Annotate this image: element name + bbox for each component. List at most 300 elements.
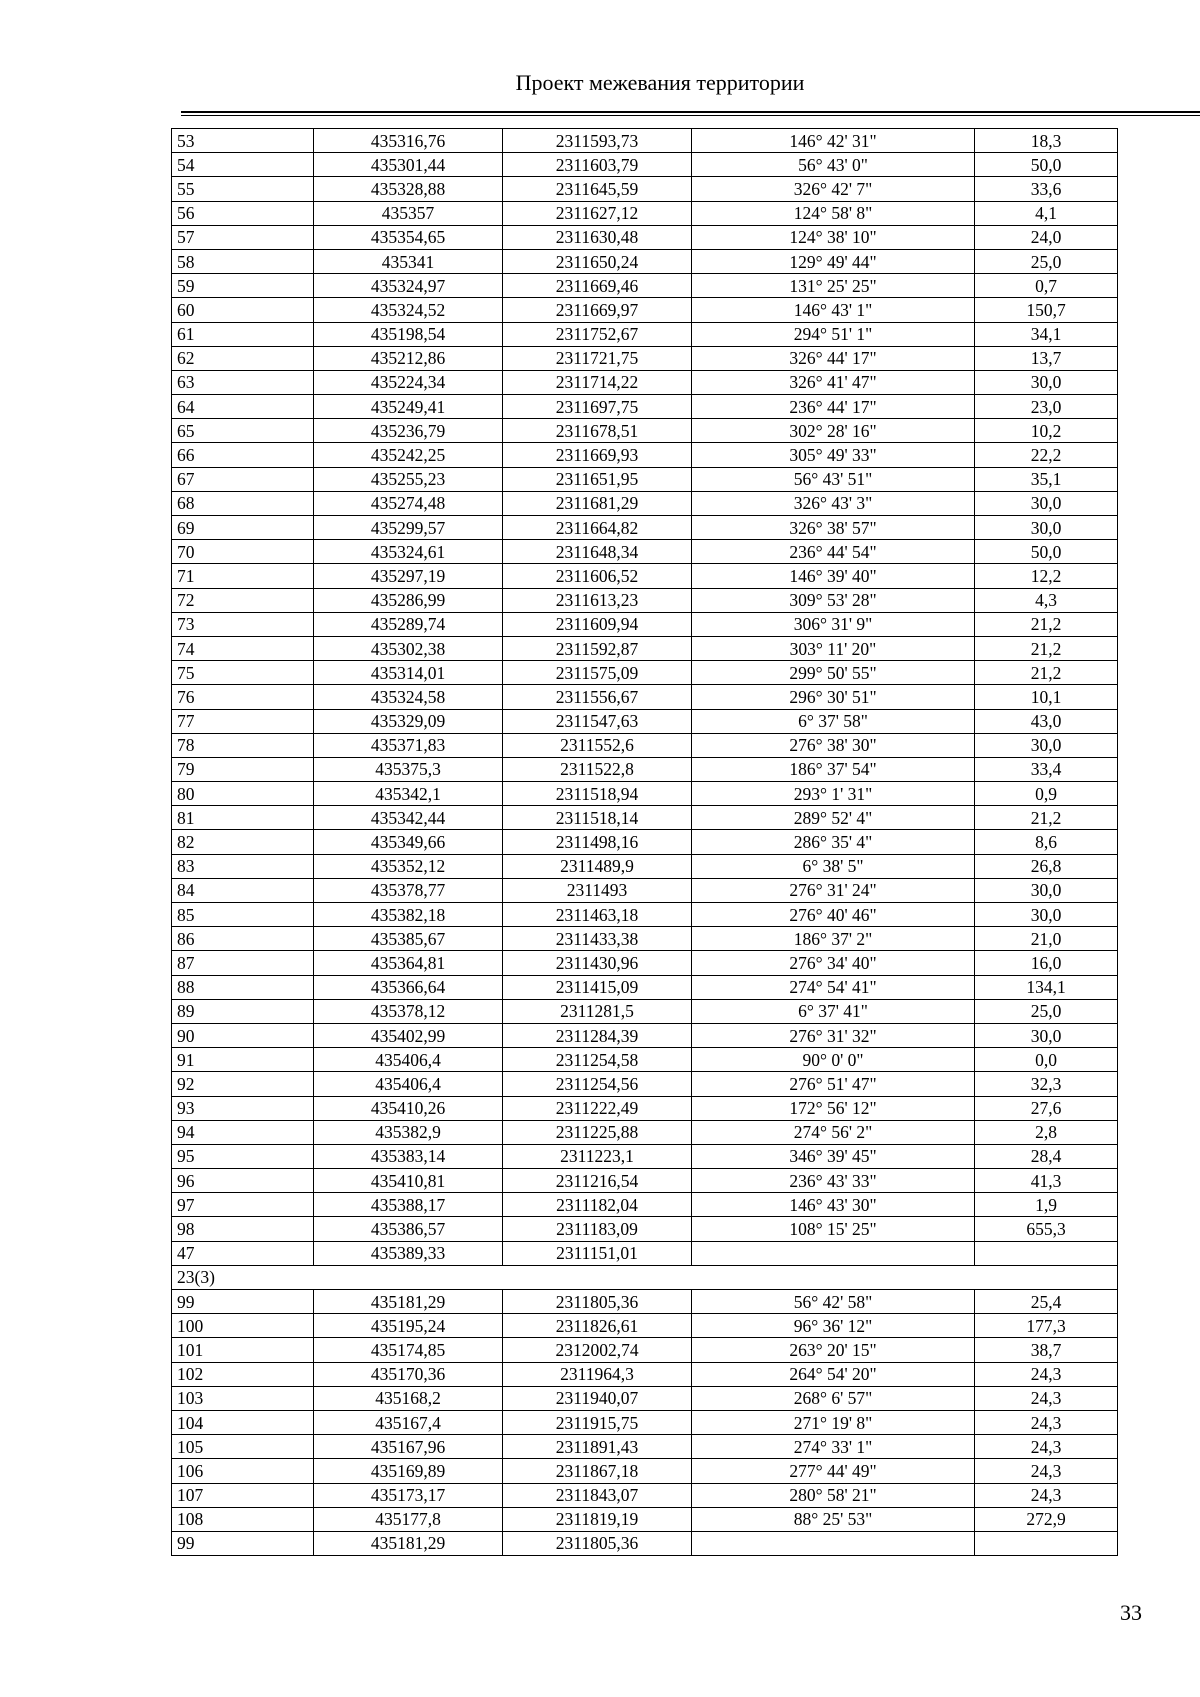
- length-cell: 13,7: [975, 346, 1118, 370]
- length-cell: 4,1: [975, 201, 1118, 225]
- x-coordinate-cell: 435302,38: [314, 636, 503, 660]
- length-cell: 50,0: [975, 540, 1118, 564]
- y-coordinate-cell: 2311254,56: [503, 1072, 692, 1096]
- length-cell: 16,0: [975, 951, 1118, 975]
- point-number-cell: 107: [172, 1483, 314, 1507]
- point-number-cell: 102: [172, 1362, 314, 1386]
- direction-angle-cell: 299° 50' 55": [692, 661, 975, 685]
- x-coordinate-cell: 435364,81: [314, 951, 503, 975]
- x-coordinate-cell: 435354,65: [314, 225, 503, 249]
- length-cell: 0,0: [975, 1048, 1118, 1072]
- table-row: [172, 661, 1118, 685]
- point-number-cell: 99: [172, 1290, 314, 1314]
- direction-angle-cell: 88° 25' 53": [692, 1507, 975, 1531]
- y-coordinate-cell: 2311714,22: [503, 370, 692, 394]
- table-row: [172, 298, 1118, 322]
- direction-angle-cell: 276° 51' 47": [692, 1072, 975, 1096]
- x-coordinate-cell: 435324,52: [314, 298, 503, 322]
- table-row: [172, 491, 1118, 515]
- x-coordinate-cell: 435329,09: [314, 709, 503, 733]
- table-row: [172, 443, 1118, 467]
- point-number-cell: 78: [172, 733, 314, 757]
- direction-angle-cell: 289° 52' 4": [692, 806, 975, 830]
- length-cell: 177,3: [975, 1314, 1118, 1338]
- table-row: [172, 733, 1118, 757]
- point-number-cell: 53: [172, 129, 314, 153]
- table-row: [172, 1483, 1118, 1507]
- y-coordinate-cell: 2311697,75: [503, 395, 692, 419]
- point-number-cell: 82: [172, 830, 314, 854]
- point-number-cell: 74: [172, 636, 314, 660]
- length-cell: 150,7: [975, 298, 1118, 322]
- direction-angle-cell: 326° 44' 17": [692, 346, 975, 370]
- y-coordinate-cell: 2311843,07: [503, 1483, 692, 1507]
- x-coordinate-cell: 435383,14: [314, 1144, 503, 1168]
- direction-angle-cell: 303° 11' 20": [692, 636, 975, 660]
- table-row: [172, 951, 1118, 975]
- point-number-cell: 105: [172, 1435, 314, 1459]
- length-cell: 2,8: [975, 1120, 1118, 1144]
- y-coordinate-cell: 2311518,94: [503, 782, 692, 806]
- y-coordinate-cell: 2311826,61: [503, 1314, 692, 1338]
- point-number-cell: 59: [172, 274, 314, 298]
- table-row: [172, 1120, 1118, 1144]
- x-coordinate-cell: 435388,17: [314, 1193, 503, 1217]
- table-row: [172, 612, 1118, 636]
- x-coordinate-cell: 435378,77: [314, 878, 503, 902]
- x-coordinate-cell: 435181,29: [314, 1290, 503, 1314]
- y-coordinate-cell: 2311593,73: [503, 129, 692, 153]
- y-coordinate-cell: 2311254,58: [503, 1048, 692, 1072]
- direction-angle-cell: 124° 58' 8": [692, 201, 975, 225]
- point-number-cell: 69: [172, 516, 314, 540]
- y-coordinate-cell: 2311603,79: [503, 153, 692, 177]
- x-coordinate-cell: 435410,81: [314, 1169, 503, 1193]
- table-row: [172, 782, 1118, 806]
- length-cell: 22,2: [975, 443, 1118, 467]
- point-number-cell: 55: [172, 177, 314, 201]
- y-coordinate-cell: 2311648,34: [503, 540, 692, 564]
- point-number-cell: 61: [172, 322, 314, 346]
- x-coordinate-cell: 435242,25: [314, 443, 503, 467]
- x-coordinate-cell: 435406,4: [314, 1048, 503, 1072]
- point-number-cell: 86: [172, 927, 314, 951]
- section-row: [172, 1265, 1118, 1289]
- length-cell: 24,3: [975, 1483, 1118, 1507]
- point-number-cell: 54: [172, 153, 314, 177]
- page-title: Проект межевания территории: [515, 70, 805, 95]
- point-number-cell: 76: [172, 685, 314, 709]
- length-cell: 0,7: [975, 274, 1118, 298]
- direction-angle-cell: 274° 33' 1": [692, 1435, 975, 1459]
- y-coordinate-cell: 2311592,87: [503, 636, 692, 660]
- point-number-cell: 62: [172, 346, 314, 370]
- point-number-cell: 99: [172, 1531, 314, 1555]
- x-coordinate-cell: 435170,36: [314, 1362, 503, 1386]
- point-number-cell: 85: [172, 903, 314, 927]
- x-coordinate-cell: 435181,29: [314, 1531, 503, 1555]
- y-coordinate-cell: 2311222,49: [503, 1096, 692, 1120]
- table-row: [172, 467, 1118, 491]
- point-number-cell: 101: [172, 1338, 314, 1362]
- y-coordinate-cell: 2311613,23: [503, 588, 692, 612]
- table-row: [172, 1435, 1118, 1459]
- length-cell: 25,0: [975, 999, 1118, 1023]
- point-number-cell: 72: [172, 588, 314, 612]
- table-row: [172, 419, 1118, 443]
- direction-angle-cell: 146° 42' 31": [692, 129, 975, 153]
- x-coordinate-cell: 435314,01: [314, 661, 503, 685]
- length-cell: 30,0: [975, 733, 1118, 757]
- y-coordinate-cell: 2311805,36: [503, 1531, 692, 1555]
- direction-angle-cell: 131° 25' 25": [692, 274, 975, 298]
- table-row: [172, 129, 1118, 153]
- length-cell: 33,6: [975, 177, 1118, 201]
- y-coordinate-cell: 2311609,94: [503, 612, 692, 636]
- x-coordinate-cell: 435168,2: [314, 1386, 503, 1410]
- point-number-cell: 71: [172, 564, 314, 588]
- table-row: [172, 999, 1118, 1023]
- length-cell: 24,0: [975, 225, 1118, 249]
- table-row: [172, 274, 1118, 298]
- point-number-cell: 95: [172, 1144, 314, 1168]
- point-number-cell: 68: [172, 491, 314, 515]
- header-rule-thin: [181, 115, 1200, 116]
- y-coordinate-cell: 2311225,88: [503, 1120, 692, 1144]
- table-row: [172, 854, 1118, 878]
- x-coordinate-cell: 435371,83: [314, 733, 503, 757]
- table-row: [172, 1241, 1118, 1265]
- point-number-cell: 81: [172, 806, 314, 830]
- y-coordinate-cell: 2311489,9: [503, 854, 692, 878]
- table-row: [172, 685, 1118, 709]
- y-coordinate-cell: 2311681,29: [503, 491, 692, 515]
- y-coordinate-cell: 2311552,6: [503, 733, 692, 757]
- table-row: [172, 927, 1118, 951]
- x-coordinate-cell: 435249,41: [314, 395, 503, 419]
- y-coordinate-cell: 2311664,82: [503, 516, 692, 540]
- table-row: [172, 903, 1118, 927]
- direction-angle-cell: 326° 42' 7": [692, 177, 975, 201]
- direction-angle-cell: 277° 44' 49": [692, 1459, 975, 1483]
- length-cell: 35,1: [975, 467, 1118, 491]
- table-row: [172, 975, 1118, 999]
- length-cell: 1,9: [975, 1193, 1118, 1217]
- x-coordinate-cell: 435212,86: [314, 346, 503, 370]
- y-coordinate-cell: 2311627,12: [503, 201, 692, 225]
- table-row: [172, 636, 1118, 660]
- direction-angle-cell: 302° 28' 16": [692, 419, 975, 443]
- point-number-cell: 90: [172, 1023, 314, 1047]
- x-coordinate-cell: 435177,8: [314, 1507, 503, 1531]
- length-cell: 10,2: [975, 419, 1118, 443]
- table-row: [172, 1507, 1118, 1531]
- table-row: [172, 564, 1118, 588]
- length-cell: 30,0: [975, 516, 1118, 540]
- direction-angle-cell: 276° 38' 30": [692, 733, 975, 757]
- table-row: [172, 830, 1118, 854]
- length-cell: 272,9: [975, 1507, 1118, 1531]
- y-coordinate-cell: 2311281,5: [503, 999, 692, 1023]
- x-coordinate-cell: 435169,89: [314, 1459, 503, 1483]
- x-coordinate-cell: 435198,54: [314, 322, 503, 346]
- y-coordinate-cell: 2311182,04: [503, 1193, 692, 1217]
- direction-angle-cell: 236° 44' 54": [692, 540, 975, 564]
- table-row: [172, 1338, 1118, 1362]
- table-row: [172, 588, 1118, 612]
- length-cell: 38,7: [975, 1338, 1118, 1362]
- point-number-cell: 92: [172, 1072, 314, 1096]
- point-number-cell: 106: [172, 1459, 314, 1483]
- direction-angle-cell: 6° 37' 41": [692, 999, 975, 1023]
- direction-angle-cell: [692, 1241, 975, 1265]
- length-cell: 24,3: [975, 1386, 1118, 1410]
- length-cell: 30,0: [975, 903, 1118, 927]
- direction-angle-cell: 274° 54' 41": [692, 975, 975, 999]
- table-row: [172, 516, 1118, 540]
- y-coordinate-cell: 2311223,1: [503, 1144, 692, 1168]
- y-coordinate-cell: 2311669,97: [503, 298, 692, 322]
- y-coordinate-cell: 2311518,14: [503, 806, 692, 830]
- length-cell: 21,2: [975, 661, 1118, 685]
- table-row: [172, 1362, 1118, 1386]
- x-coordinate-cell: 435402,99: [314, 1023, 503, 1047]
- x-coordinate-cell: 435167,4: [314, 1410, 503, 1434]
- direction-angle-cell: 236° 43' 33": [692, 1169, 975, 1193]
- direction-angle-cell: 6° 38' 5": [692, 854, 975, 878]
- direction-angle-cell: 146° 43' 30": [692, 1193, 975, 1217]
- length-cell: [975, 1531, 1118, 1555]
- x-coordinate-cell: 435195,24: [314, 1314, 503, 1338]
- point-number-cell: 75: [172, 661, 314, 685]
- point-number-cell: 108: [172, 1507, 314, 1531]
- y-coordinate-cell: 2311651,95: [503, 467, 692, 491]
- x-coordinate-cell: 435410,26: [314, 1096, 503, 1120]
- direction-angle-cell: 56° 43' 0": [692, 153, 975, 177]
- point-number-cell: 93: [172, 1096, 314, 1120]
- length-cell: 24,3: [975, 1459, 1118, 1483]
- direction-angle-cell: 264° 54' 20": [692, 1362, 975, 1386]
- point-number-cell: 84: [172, 878, 314, 902]
- y-coordinate-cell: 2311819,19: [503, 1507, 692, 1531]
- point-number-cell: 104: [172, 1410, 314, 1434]
- x-coordinate-cell: 435375,3: [314, 757, 503, 781]
- section-label: 23(3): [172, 1265, 1118, 1289]
- table-row: [172, 346, 1118, 370]
- x-coordinate-cell: 435297,19: [314, 564, 503, 588]
- length-cell: 21,2: [975, 636, 1118, 660]
- table-row: [172, 757, 1118, 781]
- coordinates-table: [171, 128, 1118, 1556]
- direction-angle-cell: 309° 53' 28": [692, 588, 975, 612]
- x-coordinate-cell: 435328,88: [314, 177, 503, 201]
- y-coordinate-cell: 2311463,18: [503, 903, 692, 927]
- direction-angle-cell: 56° 43' 51": [692, 467, 975, 491]
- table-row: [172, 878, 1118, 902]
- table-row: [172, 322, 1118, 346]
- direction-angle-cell: 286° 35' 4": [692, 830, 975, 854]
- point-number-cell: 96: [172, 1169, 314, 1193]
- direction-angle-cell: 186° 37' 54": [692, 757, 975, 781]
- length-cell: 30,0: [975, 370, 1118, 394]
- x-coordinate-cell: 435236,79: [314, 419, 503, 443]
- point-number-cell: 77: [172, 709, 314, 733]
- y-coordinate-cell: 2311433,38: [503, 927, 692, 951]
- y-coordinate-cell: 2311493: [503, 878, 692, 902]
- direction-angle-cell: 263° 20' 15": [692, 1338, 975, 1362]
- direction-angle-cell: 326° 41' 47": [692, 370, 975, 394]
- point-number-cell: 65: [172, 419, 314, 443]
- direction-angle-cell: 129° 49' 44": [692, 249, 975, 273]
- direction-angle-cell: 294° 51' 1": [692, 322, 975, 346]
- length-cell: 34,1: [975, 322, 1118, 346]
- point-number-cell: 58: [172, 249, 314, 273]
- length-cell: 50,0: [975, 153, 1118, 177]
- length-cell: 24,3: [975, 1435, 1118, 1459]
- table-row: [172, 1193, 1118, 1217]
- direction-angle-cell: 293° 1' 31": [692, 782, 975, 806]
- table-row: [172, 1169, 1118, 1193]
- direction-angle-cell: 346° 39' 45": [692, 1144, 975, 1168]
- point-number-cell: 94: [172, 1120, 314, 1144]
- direction-angle-cell: 236° 44' 17": [692, 395, 975, 419]
- table-row: [172, 225, 1118, 249]
- length-cell: 134,1: [975, 975, 1118, 999]
- table-row: [172, 1048, 1118, 1072]
- direction-angle-cell: 276° 40' 46": [692, 903, 975, 927]
- table-row: [172, 1531, 1118, 1555]
- y-coordinate-cell: 2311805,36: [503, 1290, 692, 1314]
- table-row: [172, 1290, 1118, 1314]
- x-coordinate-cell: 435173,17: [314, 1483, 503, 1507]
- y-coordinate-cell: 2311547,63: [503, 709, 692, 733]
- direction-angle-cell: 146° 43' 1": [692, 298, 975, 322]
- x-coordinate-cell: 435357: [314, 201, 503, 225]
- x-coordinate-cell: 435289,74: [314, 612, 503, 636]
- table-row: [172, 1314, 1118, 1338]
- page-number: 33: [1120, 1600, 1142, 1625]
- y-coordinate-cell: 2311630,48: [503, 225, 692, 249]
- direction-angle-cell: 280° 58' 21": [692, 1483, 975, 1507]
- table-row: [172, 806, 1118, 830]
- y-coordinate-cell: 2311915,75: [503, 1410, 692, 1434]
- point-number-cell: 89: [172, 999, 314, 1023]
- point-number-cell: 103: [172, 1386, 314, 1410]
- y-coordinate-cell: 2311964,3: [503, 1362, 692, 1386]
- x-coordinate-cell: 435386,57: [314, 1217, 503, 1241]
- x-coordinate-cell: 435255,23: [314, 467, 503, 491]
- point-number-cell: 79: [172, 757, 314, 781]
- y-coordinate-cell: 2311216,54: [503, 1169, 692, 1193]
- y-coordinate-cell: 2311183,09: [503, 1217, 692, 1241]
- length-cell: 4,3: [975, 588, 1118, 612]
- x-coordinate-cell: 435324,58: [314, 685, 503, 709]
- direction-angle-cell: 271° 19' 8": [692, 1410, 975, 1434]
- point-number-cell: 91: [172, 1048, 314, 1072]
- y-coordinate-cell: 2311522,8: [503, 757, 692, 781]
- table-row: [172, 1410, 1118, 1434]
- length-cell: 23,0: [975, 395, 1118, 419]
- x-coordinate-cell: 435324,61: [314, 540, 503, 564]
- direction-angle-cell: 186° 37' 2": [692, 927, 975, 951]
- length-cell: 18,3: [975, 129, 1118, 153]
- length-cell: 25,0: [975, 249, 1118, 273]
- point-number-cell: 57: [172, 225, 314, 249]
- x-coordinate-cell: 435324,97: [314, 274, 503, 298]
- length-cell: 12,2: [975, 564, 1118, 588]
- x-coordinate-cell: 435224,34: [314, 370, 503, 394]
- table-row: [172, 370, 1118, 394]
- coordinates-table-body: [172, 129, 1118, 1556]
- x-coordinate-cell: 435274,48: [314, 491, 503, 515]
- point-number-cell: 56: [172, 201, 314, 225]
- length-cell: [975, 1241, 1118, 1265]
- direction-angle-cell: 326° 43' 3": [692, 491, 975, 515]
- length-cell: 32,3: [975, 1072, 1118, 1096]
- point-number-cell: 87: [172, 951, 314, 975]
- x-coordinate-cell: 435378,12: [314, 999, 503, 1023]
- y-coordinate-cell: 2311415,09: [503, 975, 692, 999]
- y-coordinate-cell: 2311284,39: [503, 1023, 692, 1047]
- x-coordinate-cell: 435341: [314, 249, 503, 273]
- direction-angle-cell: [692, 1531, 975, 1555]
- point-number-cell: 66: [172, 443, 314, 467]
- direction-angle-cell: 124° 38' 10": [692, 225, 975, 249]
- point-number-cell: 47: [172, 1241, 314, 1265]
- length-cell: 28,4: [975, 1144, 1118, 1168]
- x-coordinate-cell: 435342,1: [314, 782, 503, 806]
- direction-angle-cell: 6° 37' 58": [692, 709, 975, 733]
- x-coordinate-cell: 435167,96: [314, 1435, 503, 1459]
- length-cell: 655,3: [975, 1217, 1118, 1241]
- x-coordinate-cell: 435382,18: [314, 903, 503, 927]
- table-row: [172, 1096, 1118, 1120]
- x-coordinate-cell: 435389,33: [314, 1241, 503, 1265]
- y-coordinate-cell: 2311669,93: [503, 443, 692, 467]
- point-number-cell: 64: [172, 395, 314, 419]
- table-row: [172, 395, 1118, 419]
- x-coordinate-cell: 435352,12: [314, 854, 503, 878]
- table-row: [172, 153, 1118, 177]
- table-row: [172, 1217, 1118, 1241]
- y-coordinate-cell: 2311891,43: [503, 1435, 692, 1459]
- direction-angle-cell: 276° 31' 32": [692, 1023, 975, 1047]
- point-number-cell: 97: [172, 1193, 314, 1217]
- x-coordinate-cell: 435382,9: [314, 1120, 503, 1144]
- direction-angle-cell: 306° 31' 9": [692, 612, 975, 636]
- length-cell: 25,4: [975, 1290, 1118, 1314]
- table-row: [172, 177, 1118, 201]
- x-coordinate-cell: 435316,76: [314, 129, 503, 153]
- y-coordinate-cell: 2311721,75: [503, 346, 692, 370]
- direction-angle-cell: 274° 56' 2": [692, 1120, 975, 1144]
- length-cell: 30,0: [975, 491, 1118, 515]
- length-cell: 21,2: [975, 806, 1118, 830]
- direction-angle-cell: 268° 6' 57": [692, 1386, 975, 1410]
- length-cell: 33,4: [975, 757, 1118, 781]
- y-coordinate-cell: 2311678,51: [503, 419, 692, 443]
- length-cell: 30,0: [975, 1023, 1118, 1047]
- y-coordinate-cell: 2311940,07: [503, 1386, 692, 1410]
- x-coordinate-cell: 435385,67: [314, 927, 503, 951]
- table-row: [172, 1459, 1118, 1483]
- direction-angle-cell: 305° 49' 33": [692, 443, 975, 467]
- y-coordinate-cell: 2311650,24: [503, 249, 692, 273]
- table-row: [172, 249, 1118, 273]
- point-number-cell: 73: [172, 612, 314, 636]
- table-row: [172, 709, 1118, 733]
- y-coordinate-cell: 2311430,96: [503, 951, 692, 975]
